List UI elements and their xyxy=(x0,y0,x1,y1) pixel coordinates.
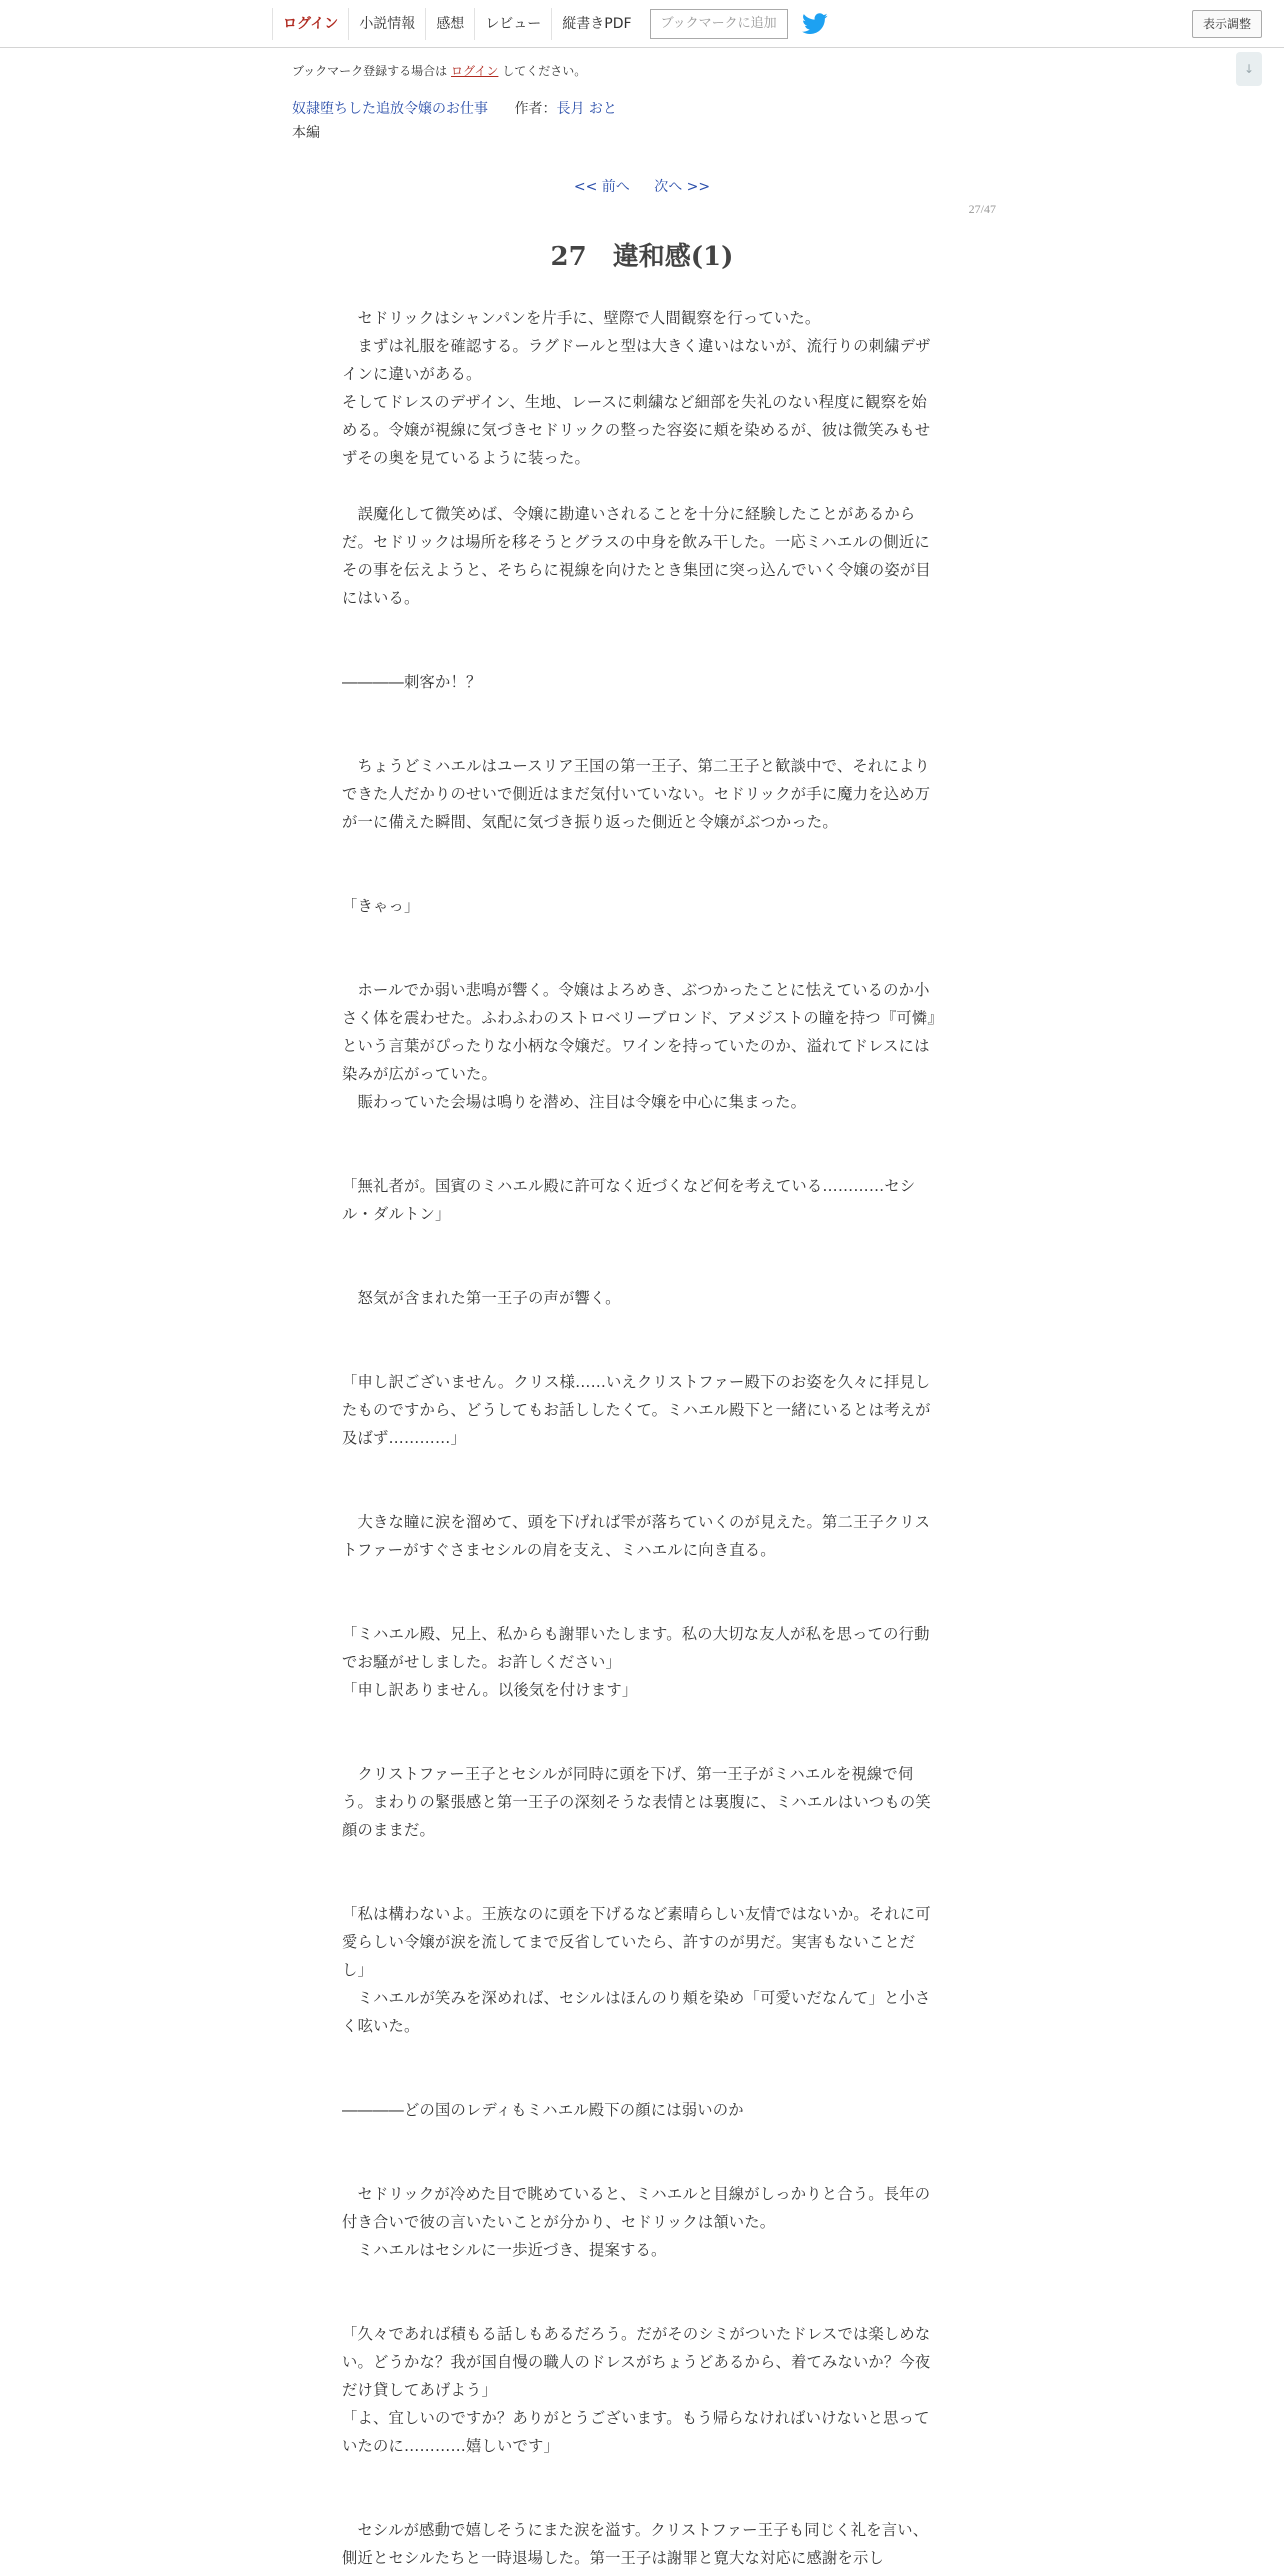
chapter-title: 27 違和感(1) xyxy=(550,242,734,272)
body-paragraph xyxy=(342,2264,936,2292)
body-paragraph xyxy=(342,1312,936,1340)
body-paragraph xyxy=(342,1340,936,1368)
body-paragraph: 「申し訳ございません。クリス様……いえクリストファー殿下のお姿を久々に拝見したものですから、どうしてもお話ししたくて。ミハエル殿下と一緒にいるとは考えが及ばず…………」 xyxy=(342,1373,931,1447)
body-paragraph xyxy=(342,1564,936,1592)
author-link[interactable]: 長月 おと xyxy=(556,101,617,117)
body-paragraph: ――――刺客か！？ xyxy=(342,673,482,691)
add-bookmark-button[interactable]: ブックマークに追加 xyxy=(650,9,788,39)
body-paragraph xyxy=(342,724,936,752)
body-paragraph: セドリックが冷めた目で眺めていると、ミハエルと目線がしっかりと合う。長年の付き合いで彼の言いたいことが分かり、セドリックは頷いた。 xyxy=(342,2185,931,2231)
bookmark-login-link[interactable]: ログイン xyxy=(451,64,499,78)
body-paragraph: 賑わっていた会場は鳴りを潜め、注目は令嬢を中心に集まった。 xyxy=(342,1093,807,1111)
body-paragraph xyxy=(342,612,936,640)
body-paragraph xyxy=(342,2488,936,2516)
body-paragraph: 「よ、宜しいのですか？ありがとうございます。もう帰らなければいけないと思っていたのに…………嬉しいです」 xyxy=(342,2409,930,2455)
body-paragraph xyxy=(342,2460,936,2488)
body-paragraph: そしてドレスのデザイン、生地、レースに刺繍など細部を失礼のない程度に観察を始める。令嬢が視線に気づきセドリックの整った容姿に頬を染めるが、彼は微笑みもせずその奥を見ているように装った。 xyxy=(342,393,931,467)
body-paragraph: 「私は構わないよ。王族なのに頭を下げるなど素晴らしい友情ではないか。それに可愛らしい令嬢が涙を流してまで反省していたら、許すのが男だ。実害もないことだし」 xyxy=(342,1905,931,1979)
body-paragraph xyxy=(342,1872,936,1900)
body-paragraph: 「申し訳ありません。以後気を付けます」 xyxy=(342,1681,638,1699)
body-paragraph: まずは礼服を確認する。ラグドールと型は大きく違いはないが、流行りの刺繍デザインに違いがある。 xyxy=(342,337,931,383)
body-paragraph xyxy=(342,920,936,948)
novel-title-link[interactable]: 奴隷堕ちした追放令嬢のお仕事 xyxy=(292,101,488,117)
body-paragraph: ミハエルが笑みを深めれば、セシルはほんのり頬を染め「可愛いだなんて」と小さく呟いた。 xyxy=(342,1989,931,2035)
author-label: 作者： xyxy=(514,101,557,117)
body-paragraph xyxy=(342,864,936,892)
twitter-bird-icon[interactable] xyxy=(802,12,830,36)
body-paragraph: セシルが感動で嬉しそうにまた涙を溢す。クリストファー王子も同じく礼を言い、側近とセシルたちと一時退場した。第一王子は謝罪と寛大な対応に感謝を示し xyxy=(342,2521,929,2567)
body-paragraph xyxy=(342,1144,936,1172)
body-paragraph xyxy=(342,1732,936,1760)
body-paragraph xyxy=(342,948,936,976)
body-paragraph: ホールでか弱い悲鳴が響く。令嬢はよろめき、ぶつかったことに怯えているのか小さく体を震わせた。ふわふわのストロベリーブロンド、アメジストの瞳を持つ『可憐』という言葉がぴったりな小柄な令嬢だ。ワインを持っていたのか、溢れてドレスには染みが広がっていた。 xyxy=(342,981,936,1083)
arrow-down-icon[interactable]: ↓ xyxy=(1236,52,1262,86)
nav-review[interactable]: レビュー xyxy=(474,8,551,40)
body-paragraph xyxy=(342,1228,936,1256)
nav-vertical-pdf[interactable]: 縦書きPDF xyxy=(551,8,641,40)
body-paragraph xyxy=(342,1704,936,1732)
body-paragraph: 「久々であれば積もる話しもあるだろう。だがそのシミがついたドレスでは楽しめない。どうかな？我が国自慢の職人のドレスがちょうどあるから、着てみないか？今夜だけ貸してあげよう」 xyxy=(342,2325,931,2399)
body-paragraph: ――――どの国のレディもミハエル殿下の顔には弱いのか xyxy=(342,2101,744,2119)
body-paragraph xyxy=(342,1592,936,1620)
body-paragraph xyxy=(342,836,936,864)
body-paragraph xyxy=(342,2040,936,2068)
body-paragraph: クリストファー王子とセシルが同時に頭を下げ、第一王子がミハエルを視線で伺う。まわりの緊張感と第一王子の深刻そうな表情とは裏腹に、ミハエルはいつもの笑顔のままだ。 xyxy=(342,1765,931,1839)
body-paragraph xyxy=(342,1480,936,1508)
body-paragraph xyxy=(342,472,936,500)
nav-impressions[interactable]: 感想 xyxy=(425,8,474,40)
nav-login[interactable]: ログイン xyxy=(272,8,348,40)
body-paragraph: 「きゃっ」 xyxy=(342,897,420,915)
episode-page-count: 27/47 xyxy=(968,202,996,216)
novel-body-text xyxy=(342,304,936,2572)
next-episode-link[interactable]: 次へ >> xyxy=(654,179,711,195)
bookmark-note-prefix: ブックマーク登録する場合は xyxy=(292,64,448,78)
novel-meta xyxy=(292,98,617,118)
body-paragraph xyxy=(342,1116,936,1144)
body-paragraph xyxy=(342,2124,936,2152)
body-paragraph: セドリックはシャンパンを片手に、壁際で人間観察を行っていた。 xyxy=(342,309,821,327)
top-navigation-bar xyxy=(0,0,1284,48)
body-paragraph xyxy=(342,1844,936,1872)
episode-pager xyxy=(0,176,1284,196)
bookmark-login-notice xyxy=(292,62,586,79)
display-adjust-button[interactable]: 表示調整 xyxy=(1192,10,1262,38)
body-paragraph xyxy=(342,1452,936,1480)
body-paragraph xyxy=(342,696,936,724)
body-paragraph: 大きな瞳に涙を溜めて、頭を下げれば雫が落ちていくのが見えた。第二王子クリストファーがすぐさまセシルの肩を支え、ミハエルに向き直る。 xyxy=(342,1513,931,1559)
main-nav xyxy=(272,8,830,40)
chapter-group-label: 本編 xyxy=(292,125,320,141)
body-paragraph: 「ミハエル殿、兄上、私からも謝罪いたします。私の大切な友人が私を思っての行動でお騒がせしました。お許しください」 xyxy=(342,1625,930,1671)
prev-episode-link[interactable]: << 前へ xyxy=(573,179,630,195)
body-paragraph: 誤魔化して微笑めば、令嬢に勘違いされることを十分に経験したことがあるからだ。セドリックは場所を移そうとグラスの中身を飲み干した。一応ミハエルの側近にその事を伝えようと、そちらに視線を向けたとき集団に突っ込んでいく令嬢の姿が目にはいる。 xyxy=(342,505,931,607)
body-paragraph: ちょうどミハエルはユースリア王国の第一王子、第二王子と歓談中で、それによりできた人だかりのせいで側近はまだ気付いていない。セドリックが手に魔力を込め万が一に備えた瞬間、気配に気づき振り返った側近と令嬢がぶつかった。 xyxy=(342,757,931,831)
body-paragraph xyxy=(342,2292,936,2320)
body-paragraph xyxy=(342,2152,936,2180)
body-paragraph: ミハエルはセシルに一歩近づき、提案する。 xyxy=(342,2241,667,2259)
body-paragraph xyxy=(342,640,936,668)
body-paragraph xyxy=(342,1256,936,1284)
body-paragraph: 「無礼者が。国賓のミハエル殿に許可なく近づくなど何を考えている…………セシル・ダルトン」 xyxy=(342,1177,916,1223)
nav-novel-info[interactable]: 小説情報 xyxy=(348,8,425,40)
body-paragraph xyxy=(342,2068,936,2096)
body-paragraph: 怒気が含まれた第一王子の声が響く。 xyxy=(342,1289,621,1307)
bookmark-note-suffix: してください。 xyxy=(502,64,587,78)
